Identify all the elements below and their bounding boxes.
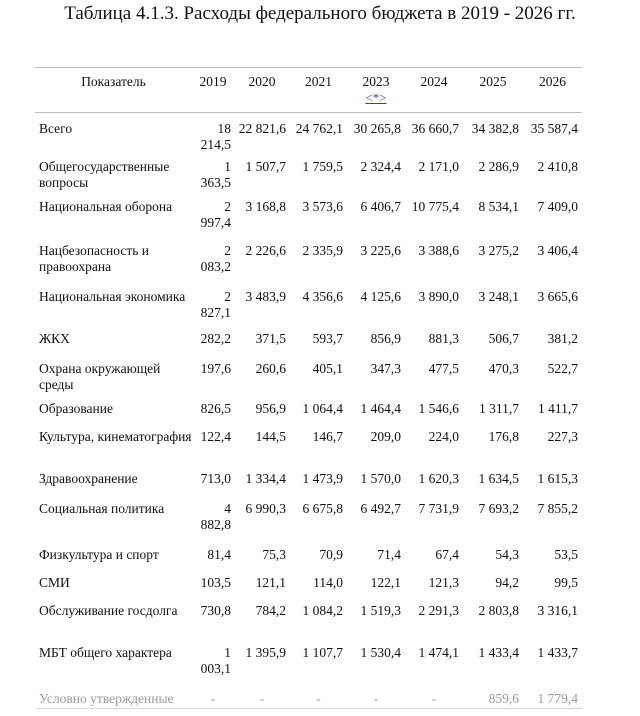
cell-2024: 477,5 (428, 360, 459, 376)
cell-2025: 3 275,2 (478, 242, 519, 258)
cell-2023: - (373, 690, 379, 706)
cell-2020: 2 226,6 (245, 242, 286, 258)
cell-2025: 2 803,8 (478, 602, 519, 618)
table-row (35, 331, 582, 361)
cell-2026: 1 615,3 (537, 470, 578, 486)
cell-2021: 114,0 (313, 574, 343, 590)
header-2023 (347, 68, 405, 113)
cell-2026: 7 855,2 (537, 500, 578, 516)
table-row (35, 289, 582, 331)
cell-2023: 6 492,7 (360, 500, 401, 516)
cell-2019: 122,4 (200, 428, 231, 444)
cell-2025: 34 382,8 (471, 121, 519, 136)
cell-2020: 22 821,6 (238, 121, 286, 136)
cell-2021: 1 759,5 (302, 158, 343, 174)
cell-2024: 224,0 (428, 428, 459, 444)
row-label: Всего (39, 121, 73, 136)
table-row (35, 113, 582, 159)
cell-2024: 7 731,9 (418, 500, 459, 516)
table-row (35, 429, 582, 471)
cell-2020: 371,5 (255, 330, 286, 346)
cell-2025: 94,2 (495, 574, 519, 590)
cell-2023: 71,4 (377, 546, 401, 562)
cell-2019: 826,5 (200, 400, 231, 416)
header-2023-label: 2023 (362, 74, 390, 89)
cell-2019: 1 003,1 (200, 644, 231, 676)
cell-2019: 282,2 (200, 330, 231, 346)
cell-2026: 3 316,1 (537, 602, 578, 618)
cell-2024: 121,3 (428, 574, 459, 590)
row-label: Социальная политика (39, 500, 165, 516)
cell-2024: 1 474,1 (418, 644, 459, 660)
cell-2026: 1 779,4 (537, 690, 578, 706)
row-label: Нацбезопасность и правоохрана (39, 242, 149, 274)
row-label: Культура, кинематография (39, 428, 192, 444)
cell-2023: 30 265,8 (353, 121, 401, 136)
table-row (35, 575, 582, 603)
cell-2024: 881,3 (428, 330, 459, 346)
cell-2020: 956,9 (255, 400, 286, 416)
page-title: Таблица 4.1.3. Расходы федерального бюджета в 2019 - 2026 гг. (64, 3, 576, 24)
row-label: Условно утвержденные (39, 690, 174, 706)
cell-2021: 146,7 (312, 428, 343, 444)
row-label: Общегосударственные вопросы (39, 158, 170, 190)
cell-2023: 1 530,4 (360, 644, 401, 660)
cell-2020: 1 507,7 (245, 158, 286, 174)
cell-2026: 1 433,7 (537, 644, 578, 660)
cell-2024: - (431, 690, 437, 706)
cell-2023: 347,3 (370, 360, 401, 376)
cell-2019: 2 083,2 (200, 242, 231, 274)
row-label: Национальная экономика (39, 288, 186, 304)
cell-2023: 122,1 (370, 574, 401, 590)
cell-2019: 2 997,4 (200, 198, 231, 230)
cell-2026: 35 587,4 (530, 121, 578, 136)
cell-2025: 3 248,1 (478, 288, 519, 304)
cell-2020: 75,3 (262, 546, 286, 562)
cell-2026: 522,7 (547, 360, 578, 376)
cell-2021: 6 675,8 (302, 500, 343, 516)
cell-2026: 3 665,6 (537, 288, 578, 304)
cell-2024: 3 388,6 (418, 242, 459, 258)
cell-2025: 8 534,1 (478, 198, 519, 214)
cell-2020: 144,5 (255, 428, 286, 444)
cell-2021: 2 335,9 (302, 242, 343, 258)
table-row (35, 691, 582, 713)
cell-2024: 2 291,3 (418, 602, 459, 618)
cell-2019: 1 363,5 (200, 158, 231, 190)
cell-2020: 6 990,3 (245, 500, 286, 516)
header-2026: 2026 (523, 68, 582, 113)
budget-table (35, 67, 582, 713)
footnote-link[interactable]: <*> (365, 90, 387, 105)
budget-table-container (35, 67, 582, 713)
header-indicator: Показатель (35, 68, 192, 113)
cell-2021: 1 084,2 (302, 602, 343, 618)
header-2019: 2019 (192, 68, 234, 113)
cell-2021: 24 762,1 (295, 121, 343, 136)
cell-2023: 2 324,4 (360, 158, 401, 174)
cell-2021: 1 107,7 (302, 644, 343, 660)
cell-2021: 405,1 (312, 360, 343, 376)
row-label: МБТ общего характера (39, 644, 172, 660)
row-label: Национальная оборона (39, 198, 173, 214)
cell-2024: 3 890,0 (418, 288, 459, 304)
cell-2025: 1 433,4 (478, 644, 519, 660)
cell-2026: 7 409,0 (537, 198, 578, 214)
cell-2020: 260,6 (255, 360, 286, 376)
cell-2024: 10 775,4 (411, 198, 459, 214)
cell-2023: 4 125,6 (360, 288, 401, 304)
cell-2023: 1 519,3 (360, 602, 401, 618)
cell-2025: 1 311,7 (479, 400, 519, 416)
table-row (35, 159, 582, 199)
table-bottom-divider (35, 708, 582, 709)
cell-2020: - (259, 690, 265, 706)
cell-2025: 2 286,9 (478, 158, 519, 174)
cell-2026: 227,3 (547, 428, 578, 444)
table-row (35, 243, 582, 289)
cell-2025: 176,8 (488, 428, 519, 444)
cell-2023: 1 464,4 (360, 400, 401, 416)
cell-2026: 1 411,7 (538, 400, 578, 416)
cell-2023: 856,9 (370, 330, 401, 346)
cell-2021: 1 473,9 (302, 470, 343, 486)
header-2025: 2025 (463, 68, 523, 113)
cell-2019: - (210, 690, 216, 706)
row-label: Здравоохранение (39, 470, 138, 486)
cell-2025: 54,3 (495, 546, 519, 562)
table-header-row (35, 68, 582, 113)
cell-2019: 713,0 (200, 470, 231, 486)
cell-2026: 381,2 (547, 330, 578, 346)
table-row (35, 361, 582, 401)
cell-2019: 2 827,1 (200, 288, 231, 320)
cell-2023: 6 406,7 (360, 198, 401, 214)
cell-2023: 209,0 (370, 428, 401, 444)
cell-2025: 859,6 (488, 690, 519, 706)
header-2024: 2024 (405, 68, 463, 113)
cell-2025: 7 693,2 (478, 500, 519, 516)
cell-2019: 18 214,5 (200, 121, 231, 152)
header-2020: 2020 (234, 68, 290, 113)
cell-2020: 3 483,9 (245, 288, 286, 304)
cell-2026: 3 406,4 (537, 242, 578, 258)
cell-2024: 67,4 (435, 546, 459, 562)
cell-2020: 121,1 (255, 574, 286, 590)
cell-2019: 197,6 (200, 360, 231, 376)
cell-2025: 470,3 (488, 360, 519, 376)
table-row (35, 199, 582, 243)
row-label: ЖКХ (39, 330, 70, 346)
cell-2026: 53,5 (554, 546, 578, 562)
row-label: Физкультура и спорт (39, 546, 159, 562)
table-row (35, 401, 582, 429)
cell-2024: 36 660,7 (411, 121, 459, 136)
cell-2021: - (316, 690, 321, 706)
cell-2021: 70,9 (319, 546, 343, 562)
cell-2023: 1 570,0 (360, 470, 401, 486)
cell-2019: 4 882,8 (200, 500, 231, 532)
cell-2020: 1 334,4 (245, 470, 286, 486)
row-label: СМИ (39, 574, 70, 590)
cell-2024: 2 171,0 (418, 158, 459, 174)
cell-2019: 730,8 (200, 602, 231, 618)
table-row (35, 603, 582, 645)
table-row (35, 547, 582, 575)
row-label: Обслуживание госдолга (39, 602, 178, 618)
cell-2021: 1 064,4 (302, 400, 343, 416)
cell-2021: 593,7 (312, 330, 343, 346)
row-label: Охрана окружающей среды (39, 360, 161, 392)
cell-2023: 3 225,6 (360, 242, 401, 258)
cell-2021: 4 356,6 (302, 288, 343, 304)
cell-2020: 784,2 (255, 602, 286, 618)
cell-2024: 1 546,6 (418, 400, 459, 416)
cell-2019: 81,4 (207, 546, 231, 562)
cell-2026: 2 410,8 (537, 158, 578, 174)
cell-2020: 1 395,9 (245, 644, 286, 660)
header-2021: 2021 (290, 68, 347, 113)
table-row (35, 471, 582, 501)
cell-2026: 99,5 (554, 574, 578, 590)
table-row (35, 645, 582, 691)
cell-2024: 1 620,3 (418, 470, 459, 486)
table-row (35, 501, 582, 547)
cell-2019: 103,5 (200, 574, 231, 590)
cell-2021: 3 573,6 (302, 198, 343, 214)
cell-2020: 3 168,8 (245, 198, 286, 214)
row-label: Образование (39, 400, 113, 416)
table-body (35, 113, 582, 713)
cell-2025: 1 634,5 (478, 470, 519, 486)
cell-2025: 506,7 (488, 330, 519, 346)
